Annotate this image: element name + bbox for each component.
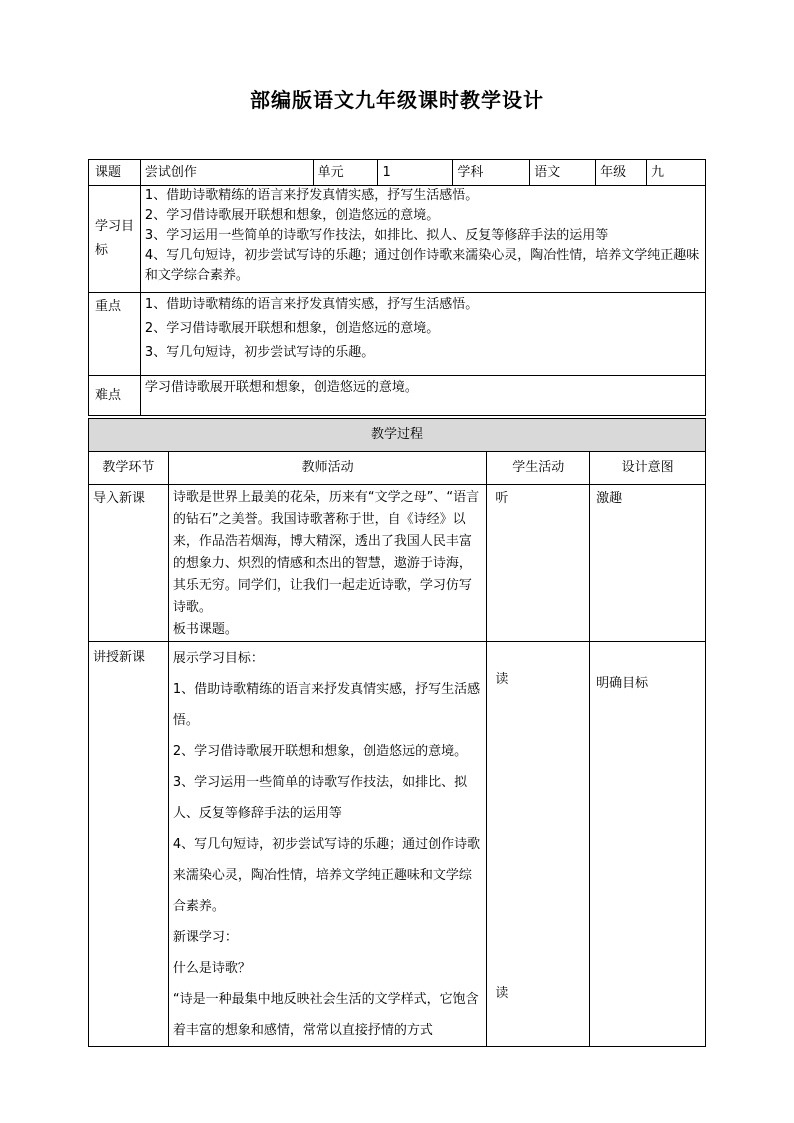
objective-item: 1、借助诗歌精练的语言来抒发真情实感，抒写生活感悟。: [144, 188, 479, 203]
topic-label: 课题: [89, 160, 141, 186]
teach-teacher: [168, 642, 486, 1047]
teach-line: 4、写几句短诗，初步尝试写诗的乐趣；通过创作诗歌来濡染心灵，陶冶性情，培养文学纯正趣味和文学综合素养。: [172, 837, 481, 914]
teach-student: [487, 642, 590, 1047]
key-point-item: 1、借助诗歌精练的语言来抒发真情实感，抒写生活感悟。: [144, 297, 479, 312]
teach-student-2: 读: [495, 986, 509, 1001]
header-teacher: 教师活动: [168, 452, 486, 485]
teach-line: “诗是一种最集中地反映社会生活的文学样式，它饱含着丰富的想象和感情，常常以直接抒情的方式: [172, 992, 479, 1038]
objective-item: 3、学习运用一些简单的诗歌写作技法，如排比、拟人、反复等修辞手法的运用等: [144, 228, 609, 243]
teach-line: 新课学习：: [172, 930, 238, 945]
teach-line: 3、学习运用一些简单的诗歌写作技法，如排比、拟人、反复等修辞手法的运用等: [172, 775, 468, 821]
header-intent: 设计意图: [590, 452, 706, 485]
teach-intent: 明确目标: [590, 642, 706, 1047]
intro-teacher-text: 诗歌是世界上最美的花朵，历来有“文学之母”、“语言的钻石”之美誉。我国诗歌著称于世，自《诗经》以来，作品浩若烟海，博大精深，透出了我国人民丰富的想象力、炽烈的情感和杰出的智慧，遨游于诗海，其乐无穷。同学们，让我们一起走近诗歌，学习仿写诗歌。: [172, 490, 480, 615]
objective-item: 4、写几句短诗，初步尝试写诗的乐趣；通过创作诗歌来濡染心灵，陶冶性情，培养文学纯正趣味和文学综合素养。: [144, 248, 700, 283]
info-table: [88, 159, 706, 416]
intro-teacher-text-2: 板书课题。: [172, 622, 238, 637]
teach-line: 什么是诗歌？: [172, 961, 251, 976]
unit-value: 1: [378, 160, 453, 186]
key-points-label: 重点: [89, 293, 141, 376]
key-points-content: [140, 293, 705, 376]
intro-teacher: [168, 485, 486, 642]
intro-stage: 导入新课: [89, 485, 169, 642]
teach-line: 2、学习借诗歌展开联想和想象，创造悠远的意境。: [172, 744, 468, 759]
intro-intent: 激趣: [590, 485, 706, 642]
grade-value: 九: [647, 160, 706, 186]
teach-line: 1、借助诗歌精练的语言来抒发真情实感，抒写生活感悟。: [172, 682, 481, 728]
process-title: 教学过程: [89, 419, 706, 452]
subject-value: 语文: [530, 160, 596, 186]
objectives-label: 学习目标: [89, 186, 141, 293]
header-stage: 教学环节: [89, 452, 169, 485]
subject-label: 学科: [453, 160, 530, 186]
difficulty-label: 难点: [89, 376, 141, 416]
key-point-item: 2、学习借诗歌展开联想和想象，创造悠远的意境。: [144, 321, 440, 336]
objectives-content: [140, 186, 705, 293]
teach-stage: 讲授新课: [89, 642, 169, 1047]
process-table: [88, 418, 706, 1047]
grade-label: 年级: [596, 160, 647, 186]
header-student: 学生活动: [487, 452, 590, 485]
objective-item: 2、学习借诗歌展开联想和想象，创造悠远的意境。: [144, 208, 440, 223]
difficulty-text: 学习借诗歌展开联想和想象，创造悠远的意境。: [140, 376, 705, 416]
page-title: 部编版语文九年级课时教学设计: [250, 88, 544, 112]
teach-line: 展示学习目标：: [172, 651, 264, 666]
key-point-item: 3、写几句短诗，初步尝试写诗的乐趣。: [144, 345, 375, 360]
topic-value: 尝试创作: [140, 160, 313, 186]
intro-student: 听: [487, 485, 590, 642]
teach-student-1: 读: [495, 672, 509, 687]
unit-label: 单元: [313, 160, 378, 186]
